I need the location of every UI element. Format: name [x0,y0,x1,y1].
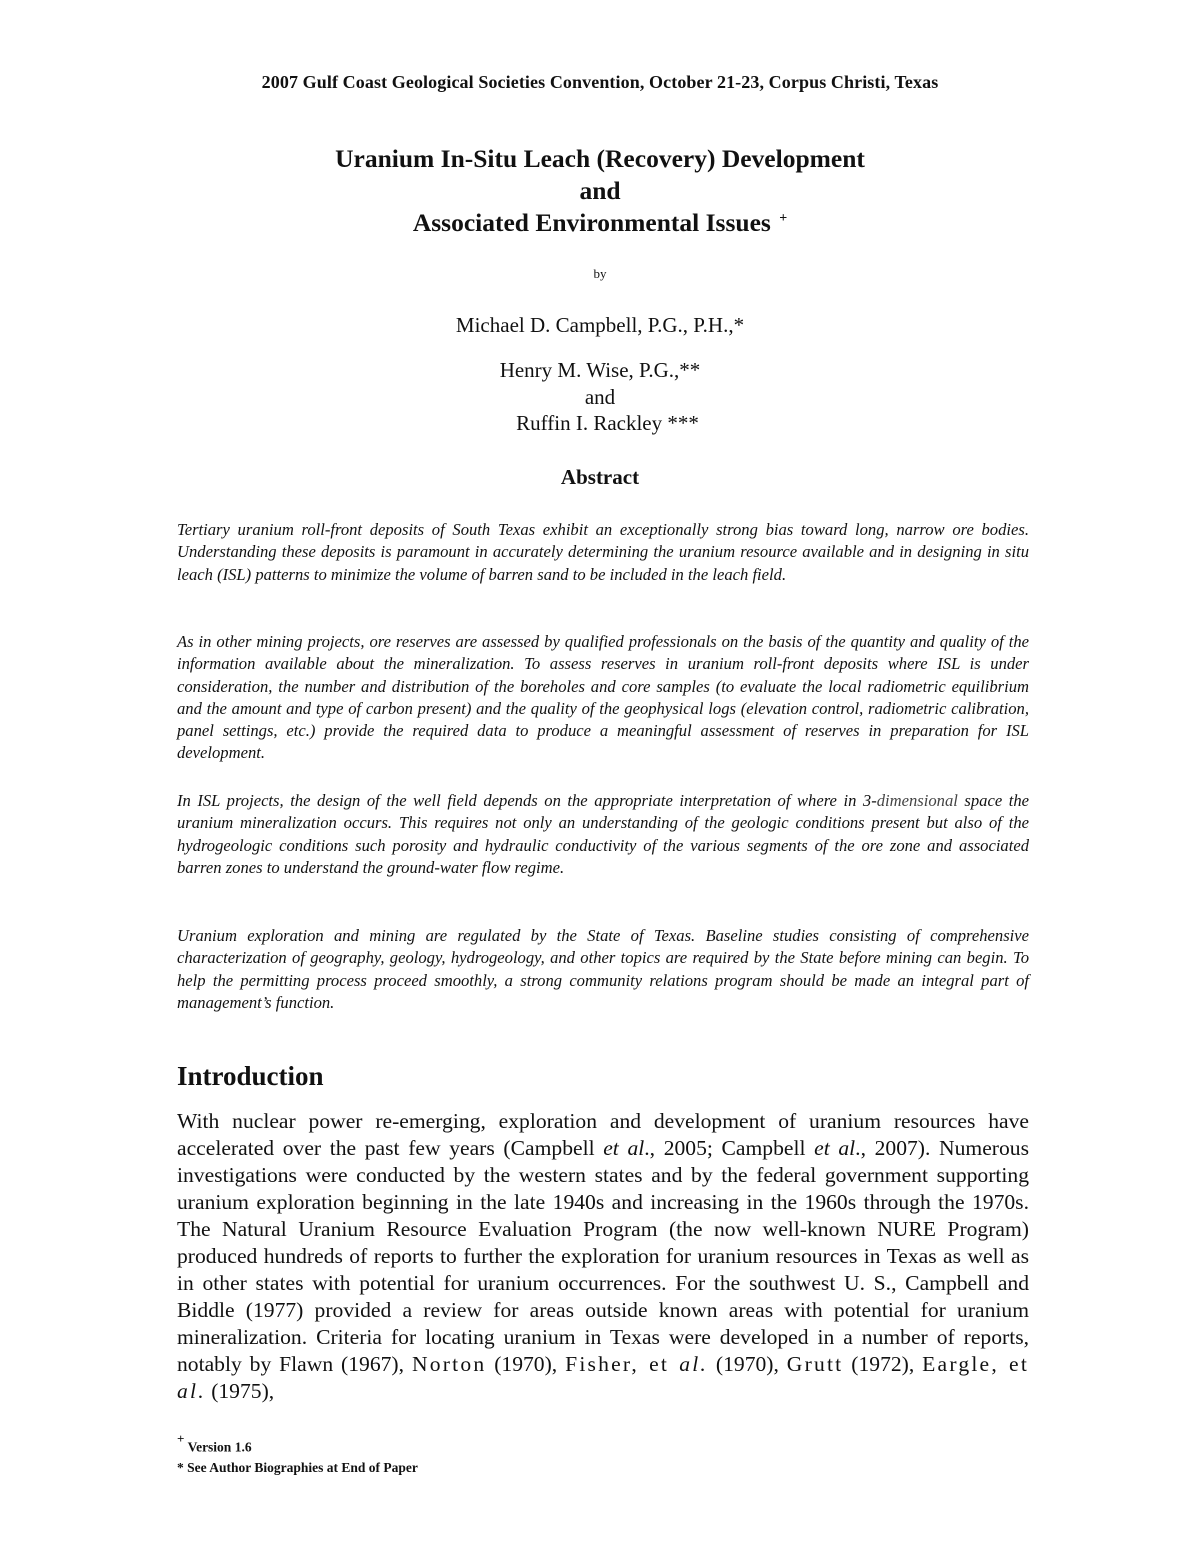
intro-text-3: ., 2007). Numerous investigations were conducted by the western states and by the federal government supporting uranium exploration beginning in the late 1940s and increasing in the 1960s through the 1970s. The Natural Uranium Resource Evaluation Program (the now well-known NURE Program) produced hundreds of reports to further the exploration for uranium resources in Texas as well as in other states with potential for uranium occurrences. For the southwest U. S., Campbell and Biddle (1977) provided a review for areas outside known areas with potential for uranium mineralization. Criteria for locating uranium in Texas were developed in a number of reports, notably by Flawn (1967), [177,1136,1029,1376]
conference-header: 2007 Gulf Coast Geological Societies Convention, October 21-23, Corpus Christi, Texas [261,72,939,92]
introduction-heading: Introduction [177,1061,324,1091]
abstract-p1-text: Tertiary uranium roll-front deposits of South Texas exhibit an exceptionally strong bias toward long, narrow ore bodies. Understanding these deposits is paramount in accurately determining the uranium resource available and in designing in situ leach (ISL) patterns to minimize the volume of barren sand to be included in the leach field. [177,520,1029,584]
author-campbell: Michael D. Campbell, P.G., P.H.,* [455,313,745,337]
intro-text-11: (1975), [205,1379,275,1403]
intro-etal-1: et al [603,1136,645,1160]
abstract-p3-part-b: dimensional [876,791,958,810]
intro-etal-4: al. [177,1379,206,1403]
intro-text-1: With nuclear power re-emerging, exploration and development of uranium resources have accelerated over the past few years (Campbell [177,1109,1029,1160]
intro-text-5: (1970), [486,1352,566,1376]
abstract-paragraph-1 [177,519,1029,586]
byline: by [593,266,607,281]
author-rackley: Ruffin I. Rackley *** [516,411,699,435]
intro-citation-eargle: Eargle, et [922,1352,1030,1376]
intro-text-9: (1972), [843,1352,923,1376]
title-line-3 [0,207,1200,239]
abstract-paragraph-3 [177,790,1029,879]
intro-citation-fisher: Fisher, et [565,1352,680,1376]
abstract-p3-part-c: space the uranium mineralization occurs. This requires not only an understanding of the geologic conditions present but also of the hydrogeologic conditions such porosity and hydraulic conductivity of the various segments of the ore zone and associated barren zones to understand the ground-water flow regime. [177,791,1029,877]
footnote-biographies: * See Author Biographies at End of Paper [177,1459,418,1475]
abstract-p2-text: As in other mining projects, ore reserves are assessed by qualified professionals on the basis of the quantity and quality of the information available about the mineralization. To assess reserves in uranium roll-front deposits where ISL is under consideration, the number and distribution of the boreholes and core samples (to evaluate the local radiometric equilibrium and the amount and type of carbon present) and the quality of the geophysical logs (elevation control, radiometric calibration, panel settings, etc.) provide the required data to produce a meaningful assessment of reserves in preparation for ISL development. [177,632,1029,763]
author-wise: Henry M. Wise, P.G.,** [499,358,701,382]
footnote-marker: + [177,1431,185,1446]
introduction-body [177,1108,1029,1405]
intro-etal-2: et al [814,1136,856,1160]
introduction-paragraph [177,1108,1029,1405]
abstract-heading: Abstract [560,465,640,489]
author-group [0,357,1200,437]
intro-citation-norton: Norton [411,1352,487,1376]
footnote-version-text: Version 1.6 [187,1439,252,1455]
abstract-p4-text: Uranium exploration and mining are regulated by the State of Texas. Baseline studies consisting of comprehensive characterization of geography, geology, hydrogeology, and other topics are required by the State before mining can begin. To help the permitting process proceed smoothly, a strong community relations program should be made an integral part of management’s function. [177,926,1029,1012]
title-footnote-marker: + [779,211,788,226]
abstract-p3-part-a: In ISL projects, the design of the well field depends on the appropriate interpretation of where in 3- [177,791,877,810]
author-conjunction: and [584,384,616,409]
abstract-p3-text [177,790,1029,879]
abstract-paragraph-4 [177,925,1029,1014]
paper-title [0,143,1200,239]
intro-citation-grutt: Grutt [786,1352,844,1376]
title-line-3-text: Associated Environmental Issues [412,208,771,237]
title-line-2: and [579,176,621,205]
title-line-1: Uranium In-Situ Leach (Recovery) Development [335,144,865,173]
footnote-version [177,1432,418,1458]
footnotes [177,1432,418,1478]
intro-text-7: (1970), [708,1352,787,1376]
abstract-paragraph-2 [177,631,1029,765]
intro-etal-3: al. [679,1352,709,1376]
intro-text-2: ., 2005; Campbell [644,1136,815,1160]
